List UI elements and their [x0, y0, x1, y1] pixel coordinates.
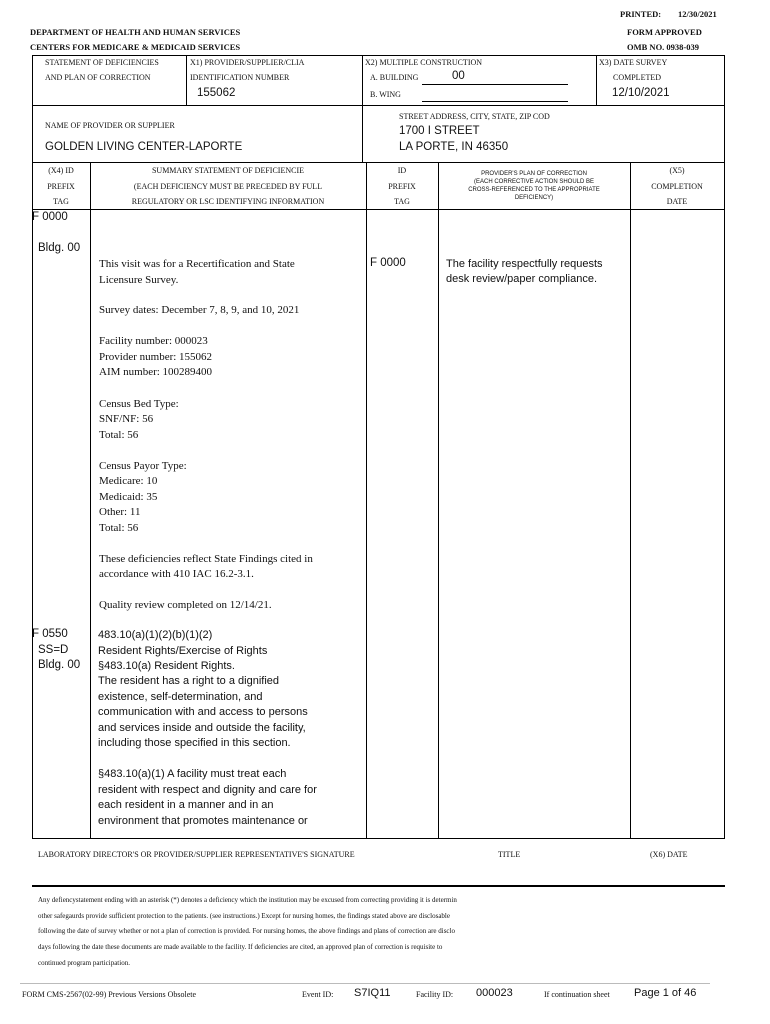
col-header-bottom [32, 209, 725, 210]
grid-top-border [32, 55, 725, 56]
page-number: Page 1 of 46 [634, 987, 697, 999]
x3-label-line2: COMPLETED [613, 73, 661, 82]
survey-dates: Survey dates: December 7, 8, 9, and 10, 2021 [99, 304, 300, 316]
reg2-line2: resident with respect and dignity and care for [98, 784, 317, 796]
continuation-label: If continuation sheet [544, 990, 610, 999]
reg-line5: existence, self-determination, and [98, 691, 263, 703]
plan-header-line2: (EACH CORRECTIVE ACTION SHOULD BE [473, 179, 595, 185]
wing-underline [422, 101, 568, 102]
survey-date-value: 12/10/2021 [612, 87, 670, 99]
x5-header-line2: COMPLETION [651, 182, 703, 191]
provider-number: Provider number: 155062 [99, 351, 213, 363]
reg2-line1: §483.10(a)(1) A facility must treat each [98, 768, 287, 780]
building-value: 00 [452, 70, 465, 82]
omb-number: OMB NO. 0938-039 [627, 42, 700, 52]
bed-total: Total: 56 [99, 429, 139, 441]
reg-line6: communication with and access to persons [98, 706, 308, 718]
reg-line1: 483.10(a)(1)(2)(b)(1)(2) [98, 629, 213, 641]
quality-review: Quality review completed on 12/14/21. [99, 599, 272, 611]
grid-divider-3 [596, 55, 597, 105]
grid-bottom-border [32, 162, 725, 163]
grid-divider-2 [362, 55, 363, 163]
summary-header-line2: (EACH DEFICIENCY MUST BE PRECEDED BY FULL [133, 182, 323, 191]
printed-date: 12/30/2021 [678, 9, 717, 19]
bldg-label-2: Bldg. 00 [38, 659, 81, 671]
bldg-label-1: Bldg. 00 [38, 242, 81, 254]
grid-row-divider-left [32, 105, 363, 106]
disclaimer-line2: other safegaurds provide sufficient protection to the patients. (see instructions.) Except for nursing homes, the findings stated above are disclosable [38, 912, 450, 920]
provider-id-value: 155062 [197, 87, 236, 99]
col-border-3 [438, 162, 439, 839]
reg-line2: Resident Rights/Exercise of Rights [98, 645, 268, 657]
scope-severity: SS=D [38, 644, 69, 656]
visit-line1: This visit was for a Recertification and State [99, 258, 295, 270]
col-border-1 [90, 162, 91, 839]
plan-header-line4: DEFICIENCY) [514, 195, 554, 201]
building-label: A. BUILDING [370, 73, 419, 82]
address-line2: LA PORTE, IN 46350 [399, 141, 509, 153]
visit-line2: Licensure Survey. [99, 274, 179, 286]
x4-header-line2: PREFIX [47, 182, 75, 191]
census-payor-title: Census Payor Type: [99, 460, 187, 472]
event-id-label: Event ID: [302, 990, 334, 999]
x4-header-line1: (X4) ID [48, 166, 74, 175]
body-bottom-border [32, 838, 725, 839]
tag-f0000: F 0000 [32, 211, 68, 223]
facility-id-value: 000023 [476, 987, 513, 999]
grid-row-divider-right [362, 105, 725, 106]
disclaimer-line4: days following the date these documents are made available to the facility. If deficiencies are cited, an approved plan of correction is requisite to [38, 943, 443, 951]
col-border-left [32, 162, 33, 839]
x4-header-line3: TAG [53, 197, 69, 206]
signature-date-label: (X6) DATE [650, 850, 688, 859]
centers-title: CENTERS FOR MEDICARE & MEDICAID SERVICES [30, 42, 241, 52]
plan-header-line3: CROSS-REFERENCED TO THE APPROPRIATE [468, 187, 600, 193]
facility-id-label: Facility ID: [416, 990, 454, 999]
plan-header-line1: PROVIDER'S PLAN OF CORRECTION [481, 171, 587, 177]
tag-f0550: F 0550 [32, 628, 68, 640]
x1-label-line1: X1) PROVIDER/SUPPLIER/CLIA [190, 58, 305, 67]
address-label: STREET ADDRESS, CITY, STATE, ZIP COD [399, 112, 550, 121]
x2-label: X2) MULTIPLE CONSTRUCTION [365, 58, 483, 67]
id-header-line1: ID [397, 166, 407, 175]
printed-label: PRINTED: [620, 9, 662, 19]
statement-label-line2: AND PLAN OF CORRECTION [45, 73, 151, 82]
grid-divider-1 [186, 55, 187, 105]
id-header-line3: TAG [394, 197, 410, 206]
plan-tag-f0000: F 0000 [370, 257, 406, 269]
disclaimer-line1: Any defiencystatement ending with an asterisk (*) denotes a deficiency which the institution may be excused from correcting providing it is determin [38, 896, 457, 904]
signature-bottom-border [32, 885, 725, 887]
other-count: Other: 11 [99, 506, 141, 518]
provider-name-label: NAME OF PROVIDER OR SUPPLIER [45, 121, 175, 130]
event-id-value: S7IQ11 [354, 987, 391, 999]
provider-name-value: GOLDEN LIVING CENTER-LAPORTE [45, 141, 243, 153]
col-border-right [724, 162, 725, 839]
snf-nf-count: SNF/NF: 56 [99, 413, 154, 425]
building-underline [422, 84, 568, 85]
reg-line3: §483.10(a) Resident Rights. [98, 660, 235, 672]
findings-line1: These deficiencies reflect State Findings cited in [99, 553, 313, 565]
x5-header-line3: DATE [666, 197, 688, 206]
payor-total: Total: 56 [99, 522, 139, 534]
x3-label-line1: X3) DATE SURVEY [599, 58, 668, 67]
id-header-line2: PREFIX [388, 182, 416, 191]
reg2-line4: environment that promotes maintenance or [98, 815, 308, 827]
reg-line7: and services inside and outside the facility, [98, 722, 306, 734]
signature-label: LABORATORY DIRECTOR'S OR PROVIDER/SUPPLIER REPRESENTATIVE'S SIGNATURE [38, 850, 355, 859]
disclaimer-line3: following the date of survey whether or not a plan of correction is provided. For nursing homes, the above findings and plans of correction are disclo [38, 927, 455, 935]
plan-line2: desk review/paper compliance. [446, 273, 598, 285]
col-border-2 [366, 162, 367, 839]
x1-label-line2: IDENTIFICATION NUMBER [190, 73, 290, 82]
x5-header-line1: (X5) [669, 166, 685, 175]
grid-left-border [32, 55, 33, 163]
findings-line2: accordance with 410 IAC 16.2-3.1. [99, 568, 254, 580]
medicaid-count: Medicaid: 35 [99, 491, 158, 503]
title-label: TITLE [498, 850, 521, 859]
form-approved: FORM APPROVED [627, 27, 702, 37]
wing-label: B. WING [370, 90, 401, 99]
address-line1: 1700 I STREET [399, 125, 480, 137]
reg-line8: including those specified in this section. [98, 737, 291, 749]
department-title: DEPARTMENT OF HEALTH AND HUMAN SERVICES [30, 27, 241, 37]
summary-header-line3: REGULATORY OR LSC IDENTIFYING INFORMATION [131, 197, 325, 206]
grid-right-border [724, 55, 725, 163]
form-identifier: FORM CMS-2567(02-99) Previous Versions Obsolete [22, 990, 197, 999]
col-border-4 [630, 162, 631, 839]
plan-line1: The facility respectfully requests [446, 258, 603, 270]
statement-label-line1: STATEMENT OF DEFICIENCIES [45, 58, 159, 67]
footer-divider [20, 983, 710, 984]
disclaimer-line5: continued program participation. [38, 959, 130, 967]
facility-number: Facility number: 000023 [99, 335, 208, 347]
census-bed-title: Census Bed Type: [99, 398, 179, 410]
summary-header-line1: SUMMARY STATEMENT OF DEFICIENCIE [151, 166, 305, 175]
medicare-count: Medicare: 10 [99, 475, 158, 487]
aim-number: AIM number: 100289400 [99, 366, 213, 378]
reg-line4: The resident has a right to a dignified [98, 675, 280, 687]
reg2-line3: each resident in a manner and in an [98, 799, 274, 811]
